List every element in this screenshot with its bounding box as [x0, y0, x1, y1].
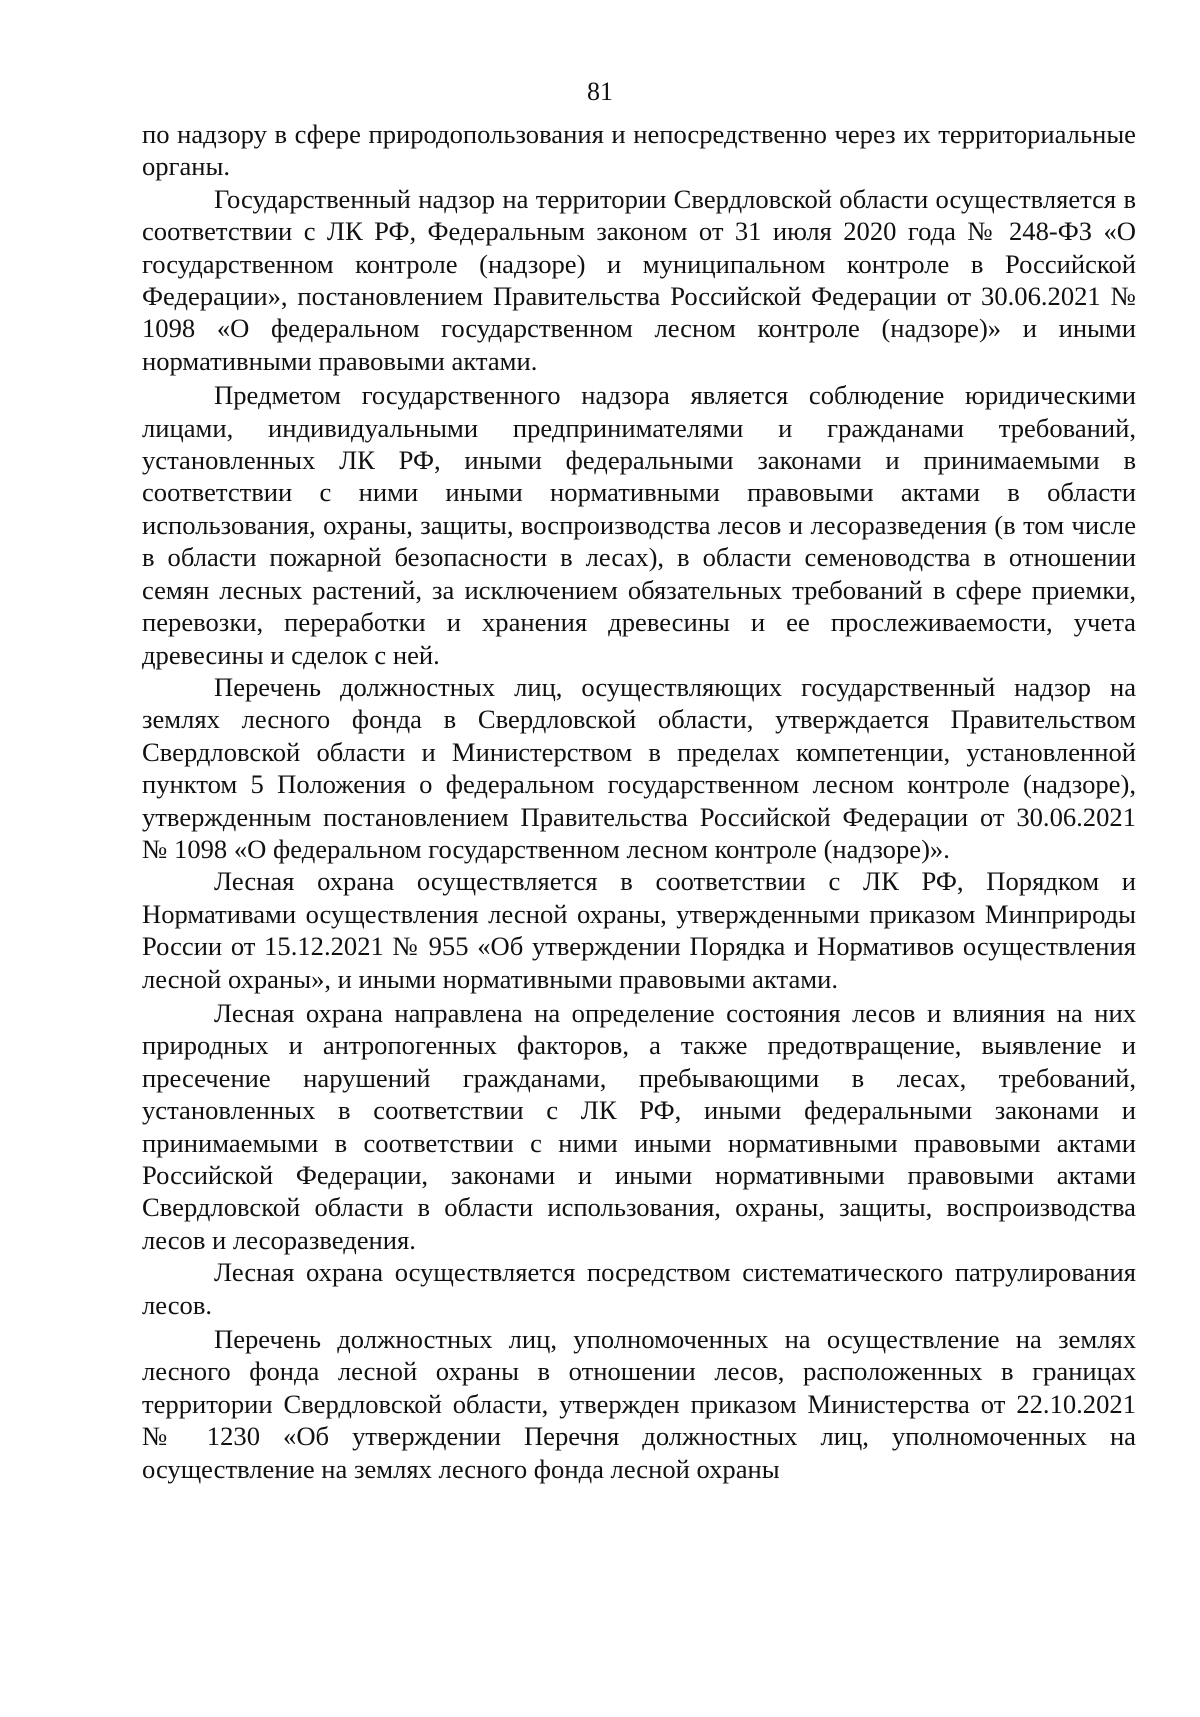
paragraph-state-supervision-basis: Государственный надзор на территории Свердловской области осуществляется в соответствии с ЛК РФ, Федеральным законом от 31 июля 2020 года № 248-ФЗ «О государственном контроле (надзоре) и муниципальном контроле в Российской Федерации», постановлением Правительства Российской Федерации от 30.06.2021 № 1098 «О федеральном государственном лесном контроле (надзоре)» и иными нормативными правовыми актами. [142, 183, 1136, 376]
paragraph-supervision-subject: Предметом государственного надзора является соблюдение юридическими лицами, индивидуальными предпринимателями и гражданами требований, установленных ЛК РФ, иными федеральными законами и принимаемыми в соответствии с ними иными нормативными правовыми актами в области использования, охраны, защиты, воспроизводства лесов и лесоразведения (в том числе в области пожарной безопасности в лесах), в области семеноводства в отношении семян лесных растений, за исключением обязательных требований в сфере приемки, перевозки, переработки и хранения древесины и ее прослеживаемости, учета древесины и сделок с ней. [142, 380, 1136, 670]
paragraph-continuation: по надзору в сфере природопользования и непосредственно через их территориальные органы. [142, 119, 1136, 182]
paragraph-authorized-officials: Перечень должностных лиц, уполномоченных на осуществление на землях лесного фонда лесной охраны в отношении лесов, расположенных в границах территории Свердловской области, утвержден приказом Министерства от 22.10.2021 № 1230 «Об утверждении Перечня должностных лиц, уполномоченных на осуществление на землях лесного фонда лесной охраны [142, 1324, 1136, 1484]
paragraph-officials-list: Перечень должностных лиц, осуществляющих государственный надзор на землях лесного фонда в Свердловской области, утверждается Правительством Свердловской области и Министерством в пределах компетенции, установленной пунктом 5 Положения о федеральном государственном лесном контроле (надзоре), утвержденным постановлением Правительства Российской Федерации от 30.06.2021 № 1098 «О федеральном государственном лесном контроле (надзоре)». [142, 671, 1136, 864]
paragraph-forest-guard-basis: Лесная охрана осуществляется в соответствии с ЛК РФ, Порядком и Нормативами осуществления лесной охраны, утвержденными приказом Минприроды России от 15.12.2021 № 955 «Об утверждении Порядка и Нормативов осуществления лесной охраны», и иными нормативными правовыми актами. [142, 866, 1136, 994]
paragraph-patrolling: Лесная охрана осуществляется посредством систематического патрулирования лесов. [142, 1257, 1136, 1320]
document-body [142, 118, 1136, 1485]
page-number: 81 [587, 77, 613, 106]
paragraph-forest-guard-purpose: Лесная охрана направлена на определение состояния лесов и влияния на них природных и антропогенных факторов, а также предотвращение, выявление и пресечение нарушений гражданами, пребывающими в лесах, требований, установленных в соответствии с ЛК РФ, иными федеральными законами и принимаемыми в соответствии с ними иными нормативными правовыми актами Российской Федерации, законами и иными нормативными правовыми актами Свердловской области в области использования, охраны, защиты, воспроизводства лесов и лесоразведения. [142, 997, 1136, 1255]
